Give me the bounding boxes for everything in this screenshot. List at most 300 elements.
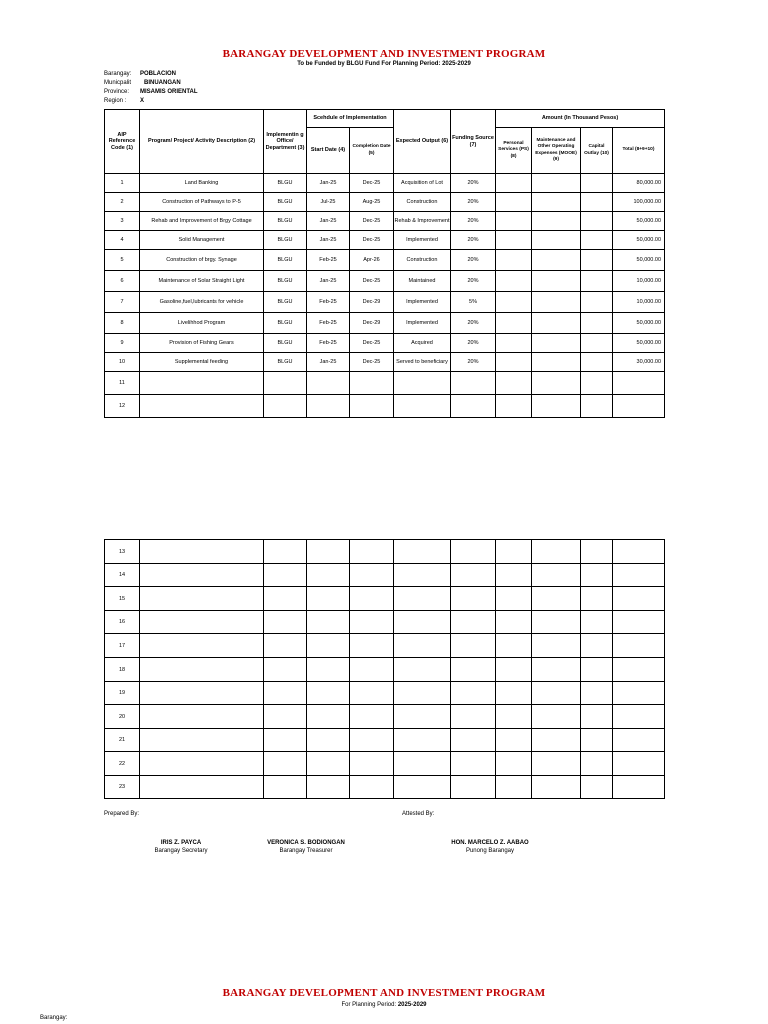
cell-mooe — [532, 231, 581, 250]
cell-expected-output — [394, 776, 451, 799]
cell-ps — [496, 353, 532, 372]
cell-completion-date: Dec-25 — [350, 353, 394, 372]
document-title: BARANGAY DEVELOPMENT AND INVESTMENT PROGRAM — [222, 48, 546, 60]
cell-funding-source — [451, 564, 496, 587]
prepared-by-label: Prepared By: — [104, 811, 140, 817]
cell-expected-output — [394, 705, 451, 729]
table-row — [105, 705, 665, 729]
cell-completion-date: Dec-25 — [350, 271, 394, 292]
cell-code: 7 — [105, 292, 140, 313]
attested-by-label: Attested By: — [402, 811, 435, 817]
header-ps: Personal Services (PS) (8) — [496, 128, 532, 174]
cell-code: 20 — [105, 705, 140, 729]
footer-period: For Planning Period: 2025-2029 — [341, 1002, 427, 1008]
cell-capital-outlay — [581, 334, 613, 353]
cell-office: BLGU — [264, 313, 307, 334]
cell-ps — [496, 705, 532, 729]
cell-start-date: Jan-25 — [307, 174, 350, 193]
cell-mooe — [532, 271, 581, 292]
cell-mooe — [532, 587, 581, 611]
cell-ps — [496, 564, 532, 587]
cell-program: Maintenance of Solar Straight Light — [140, 271, 264, 292]
cell-ps — [496, 682, 532, 705]
cell-total — [613, 658, 665, 682]
cell-expected-output — [394, 395, 451, 418]
cell-expected-output — [394, 587, 451, 611]
cell-program — [140, 587, 264, 611]
header-total: Total (8+9+10) — [613, 128, 665, 174]
header-start-date: Start Date (4) — [307, 128, 350, 174]
cell-completion-date — [350, 540, 394, 564]
cell-mooe — [532, 658, 581, 682]
cell-office — [264, 372, 307, 395]
cell-capital-outlay — [581, 231, 613, 250]
signatory-title: Barangay Treasurer — [279, 848, 333, 854]
cell-total — [613, 587, 665, 611]
cell-completion-date: Apr-26 — [350, 250, 394, 271]
cell-expected-output: Implemented — [394, 313, 451, 334]
cell-funding-source: 20% — [451, 313, 496, 334]
cell-ps — [496, 372, 532, 395]
table-row — [105, 231, 665, 250]
cell-ps — [496, 587, 532, 611]
cell-code: 5 — [105, 250, 140, 271]
cell-start-date — [307, 752, 350, 776]
table-row — [105, 334, 665, 353]
cell-start-date — [307, 776, 350, 799]
cell-ps — [496, 212, 532, 231]
cell-completion-date — [350, 611, 394, 634]
cell-funding-source — [451, 395, 496, 418]
table-row — [105, 540, 665, 564]
cell-capital-outlay — [581, 292, 613, 313]
table-row — [105, 752, 665, 776]
cell-code: 3 — [105, 212, 140, 231]
cell-expected-output — [394, 729, 451, 752]
cell-start-date: Feb-25 — [307, 250, 350, 271]
cell-code: 6 — [105, 271, 140, 292]
cell-start-date — [307, 729, 350, 752]
cell-expected-output: Acquired — [394, 334, 451, 353]
cell-expected-output — [394, 564, 451, 587]
info-barangay: Barangay: POBLACION — [104, 71, 176, 77]
cell-ps — [496, 292, 532, 313]
signatory-title: Barangay Secretary — [154, 848, 208, 854]
cell-expected-output: Served to beneficiary — [394, 353, 451, 372]
cell-office: BLGU — [264, 271, 307, 292]
cell-office — [264, 705, 307, 729]
cell-start-date — [307, 634, 350, 658]
cell-total — [613, 776, 665, 799]
cell-program: Rehab and Improvement of Brgy Cottage — [140, 212, 264, 231]
cell-program — [140, 682, 264, 705]
cell-expected-output: Construction — [394, 193, 451, 212]
cell-program — [140, 540, 264, 564]
signatory-punong-barangay — [430, 839, 550, 855]
cell-program — [140, 705, 264, 729]
cell-code: 19 — [105, 682, 140, 705]
cell-office — [264, 611, 307, 634]
cell-office — [264, 776, 307, 799]
info-region: Region : X — [104, 98, 145, 104]
cell-capital-outlay — [581, 250, 613, 271]
signatory-secretary — [121, 839, 241, 855]
cell-office — [264, 564, 307, 587]
cell-funding-source — [451, 705, 496, 729]
header-program: Program/ Project/ Activity Description (2) — [140, 110, 264, 174]
cell-funding-source: 20% — [451, 231, 496, 250]
cell-start-date: Jan-25 — [307, 353, 350, 372]
cell-start-date: Jan-25 — [307, 231, 350, 250]
header-office: Implementin g Office/ Department (3) — [264, 110, 307, 174]
cell-office — [264, 752, 307, 776]
cell-program: Gasoline,fuel,lubricants for vehicle — [140, 292, 264, 313]
cell-program — [140, 564, 264, 587]
signatory-title: Punong Barangay — [465, 848, 515, 854]
cell-program: Solid Management — [140, 231, 264, 250]
cell-funding-source: 20% — [451, 334, 496, 353]
cell-expected-output: Acquisition of Lot — [394, 174, 451, 193]
cell-total: 50,000.00 — [613, 212, 665, 231]
cell-program — [140, 658, 264, 682]
cell-program: Land Banking — [140, 174, 264, 193]
cell-start-date — [307, 540, 350, 564]
cell-ps — [496, 250, 532, 271]
cell-mooe — [532, 705, 581, 729]
cell-funding-source — [451, 682, 496, 705]
cell-code: 1 — [105, 174, 140, 193]
cell-expected-output — [394, 682, 451, 705]
cell-expected-output: Rehab & Improvement — [394, 212, 451, 231]
cell-code: 11 — [105, 372, 140, 395]
cell-total — [613, 395, 665, 418]
cell-program: Construction of brgy. Synage — [140, 250, 264, 271]
cell-funding-source — [451, 587, 496, 611]
cell-completion-date — [350, 564, 394, 587]
cell-ps — [496, 313, 532, 334]
table-row — [105, 587, 665, 611]
cell-completion-date: Aug-25 — [350, 193, 394, 212]
cell-total — [613, 564, 665, 587]
cell-start-date — [307, 372, 350, 395]
cell-start-date — [307, 611, 350, 634]
header-mooe: Maintenance and Other Operating Expenses (MOOE) (9) — [532, 128, 581, 174]
cell-code: 21 — [105, 729, 140, 752]
cell-office — [264, 587, 307, 611]
header-amount: Amount (In Thousand Pesos) — [496, 110, 665, 128]
cell-code: 18 — [105, 658, 140, 682]
cell-expected-output — [394, 540, 451, 564]
cell-capital-outlay — [581, 705, 613, 729]
cell-start-date: Jan-25 — [307, 271, 350, 292]
cell-funding-source — [451, 658, 496, 682]
table-row — [105, 353, 665, 372]
cell-ps — [496, 752, 532, 776]
cell-funding-source — [451, 752, 496, 776]
document-subtitle: To be Funded by BLGU Fund For Planning Period: 2025-2029 — [297, 61, 471, 67]
cell-capital-outlay — [581, 395, 613, 418]
cell-start-date: Feb-25 — [307, 292, 350, 313]
cell-start-date: Feb-25 — [307, 334, 350, 353]
cell-code: 13 — [105, 540, 140, 564]
cell-funding-source: 20% — [451, 212, 496, 231]
table-row — [105, 729, 665, 752]
cell-completion-date: Dec-25 — [350, 174, 394, 193]
cell-start-date — [307, 658, 350, 682]
cell-funding-source — [451, 634, 496, 658]
cell-start-date — [307, 395, 350, 418]
cell-total — [613, 705, 665, 729]
cell-total: 50,000.00 — [613, 231, 665, 250]
cell-completion-date — [350, 705, 394, 729]
cell-total — [613, 752, 665, 776]
cell-program — [140, 776, 264, 799]
cell-expected-output: Maintained — [394, 271, 451, 292]
cell-code: 14 — [105, 564, 140, 587]
cell-expected-output: Construction — [394, 250, 451, 271]
cell-total: 10,000.00 — [613, 271, 665, 292]
cell-funding-source: 20% — [451, 353, 496, 372]
header-expected-output: Expected Output (6) — [394, 110, 451, 174]
cell-expected-output — [394, 752, 451, 776]
cell-expected-output: Implemented — [394, 231, 451, 250]
table-row — [105, 395, 665, 418]
cell-total: 10,000.00 — [613, 292, 665, 313]
cell-total: 80,000.00 — [613, 174, 665, 193]
cell-capital-outlay — [581, 611, 613, 634]
cell-mooe — [532, 634, 581, 658]
cell-code: 8 — [105, 313, 140, 334]
cell-program — [140, 752, 264, 776]
cell-start-date — [307, 682, 350, 705]
table-row — [105, 313, 665, 334]
cell-office: BLGU — [264, 231, 307, 250]
cell-completion-date — [350, 729, 394, 752]
cell-mooe — [532, 334, 581, 353]
cell-capital-outlay — [581, 658, 613, 682]
cell-ps — [496, 776, 532, 799]
header-capital-outlay: Capital Outlay (10) — [581, 128, 613, 174]
investment-program-table-continued — [104, 539, 665, 799]
cell-program: Livelihhod Program — [140, 313, 264, 334]
cell-completion-date — [350, 658, 394, 682]
cell-funding-source — [451, 372, 496, 395]
cell-funding-source: 20% — [451, 250, 496, 271]
footer-barangay-label: Barangay: — [40, 1015, 68, 1021]
cell-office: BLGU — [264, 193, 307, 212]
cell-office: BLGU — [264, 212, 307, 231]
cell-mooe — [532, 776, 581, 799]
table-row — [105, 634, 665, 658]
cell-funding-source — [451, 776, 496, 799]
cell-total — [613, 611, 665, 634]
cell-code: 15 — [105, 587, 140, 611]
table-row — [105, 372, 665, 395]
cell-mooe — [532, 353, 581, 372]
cell-capital-outlay — [581, 587, 613, 611]
cell-start-date — [307, 705, 350, 729]
cell-ps — [496, 658, 532, 682]
table-row — [105, 682, 665, 705]
cell-capital-outlay — [581, 634, 613, 658]
cell-office: BLGU — [264, 353, 307, 372]
cell-code: 10 — [105, 353, 140, 372]
cell-ps — [496, 334, 532, 353]
cell-capital-outlay — [581, 682, 613, 705]
cell-mooe — [532, 372, 581, 395]
cell-program — [140, 729, 264, 752]
table-row — [105, 611, 665, 634]
signatory-treasurer — [244, 839, 368, 855]
cell-capital-outlay — [581, 212, 613, 231]
cell-mooe — [532, 564, 581, 587]
cell-capital-outlay — [581, 540, 613, 564]
cell-mooe — [532, 193, 581, 212]
cell-completion-date — [350, 634, 394, 658]
cell-office — [264, 729, 307, 752]
cell-mooe — [532, 395, 581, 418]
cell-completion-date — [350, 776, 394, 799]
table-row — [105, 292, 665, 313]
cell-total — [613, 682, 665, 705]
signatory-name: IRIS Z. PAYCA — [160, 840, 202, 846]
cell-ps — [496, 540, 532, 564]
info-province: Province: MISAMIS ORIENTAL — [104, 89, 198, 95]
cell-capital-outlay — [581, 174, 613, 193]
cell-start-date: Jul-25 — [307, 193, 350, 212]
cell-program — [140, 611, 264, 634]
cell-capital-outlay — [581, 752, 613, 776]
cell-completion-date: Dec-25 — [350, 334, 394, 353]
cell-mooe — [532, 611, 581, 634]
cell-start-date: Jan-25 — [307, 212, 350, 231]
cell-office: BLGU — [264, 250, 307, 271]
cell-capital-outlay — [581, 372, 613, 395]
cell-mooe — [532, 174, 581, 193]
cell-completion-date: Dec-25 — [350, 212, 394, 231]
cell-ps — [496, 193, 532, 212]
cell-funding-source — [451, 729, 496, 752]
cell-expected-output — [394, 611, 451, 634]
cell-mooe — [532, 292, 581, 313]
cell-start-date — [307, 587, 350, 611]
cell-total: 100,000.00 — [613, 193, 665, 212]
cell-total: 50,000.00 — [613, 250, 665, 271]
cell-code: 22 — [105, 752, 140, 776]
investment-program-table — [104, 109, 665, 418]
cell-capital-outlay — [581, 353, 613, 372]
cell-funding-source — [451, 540, 496, 564]
cell-office — [264, 540, 307, 564]
cell-ps — [496, 174, 532, 193]
cell-funding-source: 20% — [451, 271, 496, 292]
cell-start-date: Feb-25 — [307, 313, 350, 334]
table-row — [105, 271, 665, 292]
cell-mooe — [532, 313, 581, 334]
cell-completion-date: Dec-29 — [350, 292, 394, 313]
cell-program: Provision of Fishing Gears — [140, 334, 264, 353]
cell-mooe — [532, 250, 581, 271]
cell-completion-date — [350, 682, 394, 705]
cell-code: 12 — [105, 395, 140, 418]
cell-mooe — [532, 540, 581, 564]
cell-expected-output — [394, 634, 451, 658]
cell-mooe — [532, 682, 581, 705]
cell-funding-source: 20% — [451, 193, 496, 212]
table-row — [105, 564, 665, 587]
table-row — [105, 776, 665, 799]
cell-total — [613, 634, 665, 658]
cell-expected-output — [394, 658, 451, 682]
cell-capital-outlay — [581, 776, 613, 799]
cell-office — [264, 682, 307, 705]
header-completion-date: Completion Date (5) — [350, 128, 394, 174]
cell-office: BLGU — [264, 334, 307, 353]
cell-program — [140, 372, 264, 395]
cell-funding-source: 20% — [451, 174, 496, 193]
signatory-name: VERONICA S. BODIONGAN — [267, 840, 345, 846]
cell-office: BLGU — [264, 292, 307, 313]
cell-ps — [496, 634, 532, 658]
cell-code: 16 — [105, 611, 140, 634]
cell-code: 2 — [105, 193, 140, 212]
cell-total: 50,000.00 — [613, 313, 665, 334]
header-funding-source: Funding Source (7) — [451, 110, 496, 174]
cell-code: 23 — [105, 776, 140, 799]
cell-ps — [496, 395, 532, 418]
cell-code: 9 — [105, 334, 140, 353]
cell-total — [613, 729, 665, 752]
cell-program: Supplemental feeding — [140, 353, 264, 372]
cell-completion-date — [350, 395, 394, 418]
cell-office — [264, 395, 307, 418]
cell-mooe — [532, 212, 581, 231]
cell-expected-output: Implemented — [394, 292, 451, 313]
cell-ps — [496, 611, 532, 634]
cell-funding-source: 5% — [451, 292, 496, 313]
signatory-name: HON. MARCELO Z. AABAO — [451, 840, 529, 846]
cell-capital-outlay — [581, 313, 613, 334]
table-row — [105, 193, 665, 212]
cell-capital-outlay — [581, 729, 613, 752]
cell-funding-source — [451, 611, 496, 634]
cell-total — [613, 372, 665, 395]
cell-office: BLGU — [264, 174, 307, 193]
cell-ps — [496, 729, 532, 752]
cell-capital-outlay — [581, 193, 613, 212]
cell-start-date — [307, 564, 350, 587]
cell-office — [264, 634, 307, 658]
cell-completion-date: Dec-29 — [350, 313, 394, 334]
cell-total: 30,000.00 — [613, 353, 665, 372]
header-schedule: Scehdule of Implementation — [307, 110, 394, 128]
cell-completion-date — [350, 372, 394, 395]
cell-mooe — [532, 729, 581, 752]
cell-completion-date — [350, 752, 394, 776]
header-aip-code: AIP Reference Code (1) — [105, 110, 140, 174]
cell-program — [140, 634, 264, 658]
cell-program — [140, 395, 264, 418]
cell-completion-date — [350, 587, 394, 611]
cell-ps — [496, 271, 532, 292]
cell-completion-date: Dec-25 — [350, 231, 394, 250]
cell-code: 4 — [105, 231, 140, 250]
cell-expected-output — [394, 372, 451, 395]
table-row — [105, 174, 665, 193]
table-row — [105, 658, 665, 682]
cell-capital-outlay — [581, 271, 613, 292]
footer-title: BARANGAY DEVELOPMENT AND INVESTMENT PROGRAM — [222, 987, 546, 999]
